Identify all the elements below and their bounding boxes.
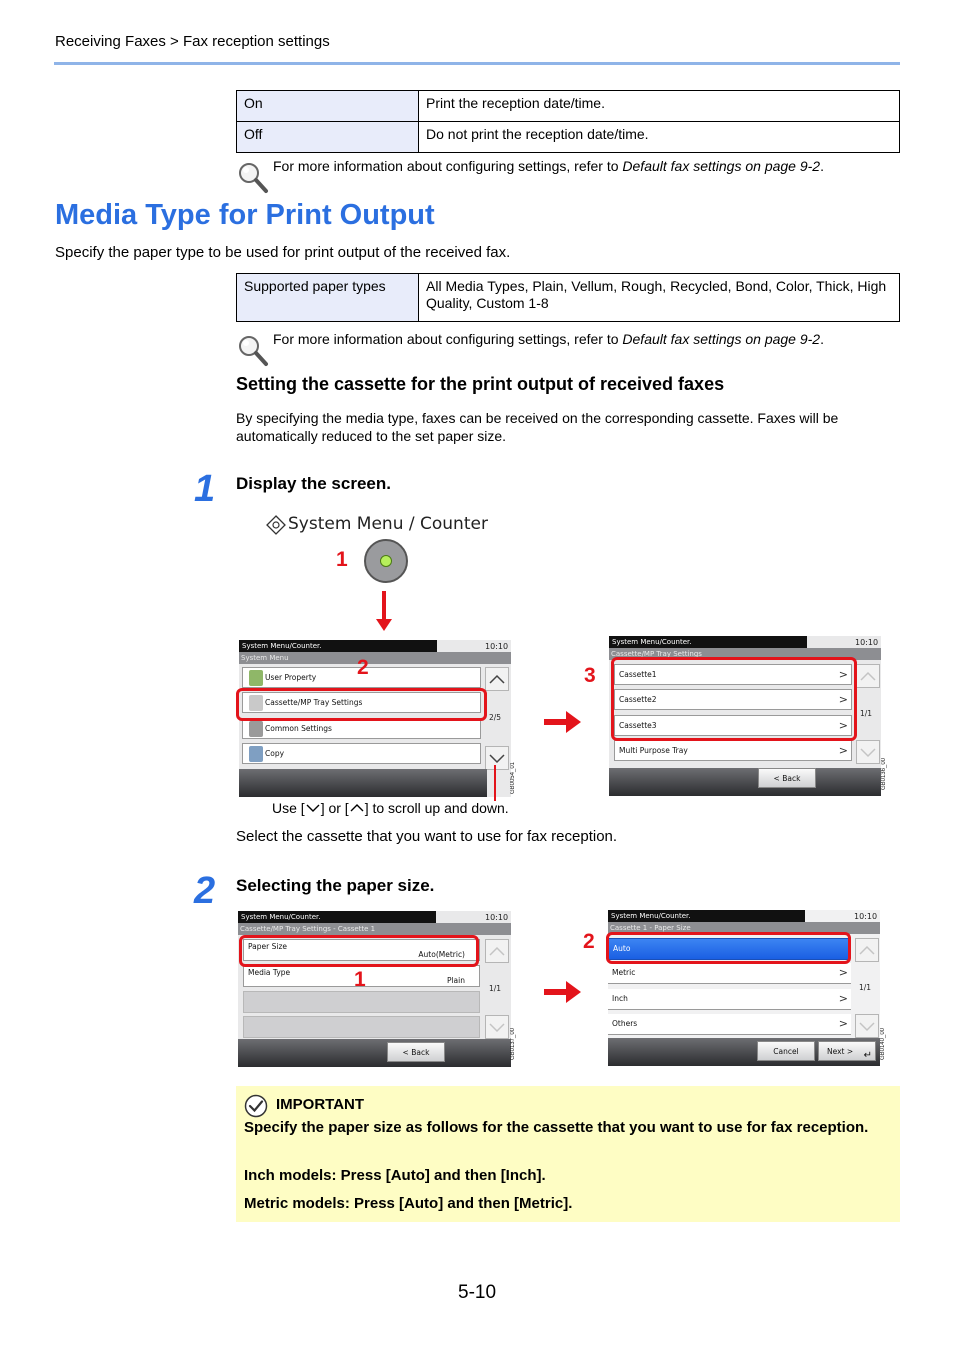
scroll-up-button[interactable] bbox=[856, 664, 880, 688]
list-item-label: Cassette1 bbox=[619, 670, 657, 679]
callout-number: 2 bbox=[583, 930, 595, 953]
note-link[interactable]: Default fax settings on page 9-2 bbox=[622, 158, 821, 174]
metric-option[interactable] bbox=[608, 963, 851, 984]
highlight-frame bbox=[236, 688, 487, 721]
right-arrow-icon bbox=[544, 980, 582, 1004]
table-value: Do not print the reception date/time. bbox=[419, 122, 900, 153]
screen-footer bbox=[239, 769, 487, 797]
list-item-label: Cassette2 bbox=[619, 695, 657, 704]
back-button[interactable]: < Back bbox=[387, 1042, 445, 1062]
step-instruction: Select the cassette that you want to use for fax reception. bbox=[236, 828, 618, 845]
system-menu-key-icon bbox=[266, 515, 286, 535]
chevron-down-icon bbox=[488, 1021, 506, 1033]
scroll-up-button[interactable] bbox=[485, 939, 509, 963]
right-arrow-icon bbox=[544, 710, 582, 734]
paper-types-table bbox=[236, 273, 900, 322]
note-suffix: . bbox=[820, 158, 824, 174]
chevron-up-icon bbox=[858, 944, 876, 956]
table-key: Supported paper types bbox=[237, 274, 419, 322]
page-number: 5-10 bbox=[458, 1282, 497, 1303]
status-led-icon bbox=[380, 555, 392, 567]
screen-time: 10:10 bbox=[854, 912, 878, 921]
list-item-label: Cassette3 bbox=[619, 721, 657, 730]
next-button-label: Next > bbox=[827, 1047, 854, 1056]
step-number: 2 bbox=[194, 870, 216, 912]
reference-note bbox=[273, 158, 824, 174]
screen-time: 10:10 bbox=[855, 638, 879, 647]
chevron-up-icon bbox=[349, 803, 365, 813]
system-menu-key-label: System Menu / Counter bbox=[288, 514, 488, 534]
chevron-up-icon bbox=[488, 673, 506, 685]
others-option[interactable] bbox=[608, 1014, 851, 1035]
down-arrow-icon bbox=[374, 591, 394, 633]
chevron-right-icon: > bbox=[838, 744, 848, 757]
table-key: On bbox=[237, 91, 419, 122]
chevron-down-icon bbox=[305, 803, 321, 813]
subsection-title: Setting the cassette for the print output of received faxes bbox=[236, 374, 725, 394]
screen-subheader: Cassette/MP Tray Settings bbox=[609, 648, 881, 660]
menu-item-label: Cassette/MP Tray Settings bbox=[265, 698, 363, 707]
table-row bbox=[237, 91, 900, 122]
list-item-label: Others bbox=[612, 1019, 638, 1028]
scroll-down-button[interactable] bbox=[856, 740, 880, 764]
scroll-up-button[interactable] bbox=[485, 667, 509, 691]
table-key: Off bbox=[237, 122, 419, 153]
step-title: Selecting the paper size. bbox=[236, 876, 435, 895]
header-rule bbox=[54, 62, 900, 65]
menu-item-label: Common Settings bbox=[265, 724, 332, 733]
list-item-label: Multi Purpose Tray bbox=[619, 746, 688, 755]
callout-number: 2 bbox=[357, 656, 369, 679]
magnifier-icon bbox=[236, 333, 270, 367]
scroll-note bbox=[272, 800, 509, 816]
chevron-right-icon: > bbox=[838, 1017, 848, 1030]
screen-header: System Menu/Counter. bbox=[609, 636, 807, 648]
menu-item-common-settings[interactable] bbox=[242, 718, 481, 739]
chevron-right-icon: > bbox=[838, 668, 848, 681]
important-text: Specify the paper size as follows for the cassette that you want to use for fax reception. bbox=[244, 1119, 869, 1136]
screen-subheader: Cassette/MP Tray Settings - Cassette 1 bbox=[238, 923, 511, 935]
menu-item-label: User Property bbox=[265, 673, 317, 682]
empty-row bbox=[243, 991, 480, 1013]
empty-row bbox=[243, 1016, 480, 1038]
scroll-down-button[interactable] bbox=[855, 1014, 879, 1038]
note-prefix: For more information about configuring settings, refer to bbox=[273, 158, 623, 174]
screen-header: System Menu/Counter. bbox=[238, 911, 436, 923]
list-item-label: Metric bbox=[612, 968, 636, 977]
important-title: IMPORTANT bbox=[276, 1096, 365, 1113]
screen-subheader: System Menu bbox=[239, 652, 511, 664]
important-inch: Inch models: Press [Auto] and then [Inch]. bbox=[244, 1167, 546, 1184]
reference-note bbox=[273, 331, 824, 347]
pointer-line bbox=[494, 765, 496, 801]
table-value: Print the reception date/time. bbox=[419, 91, 900, 122]
section-title: Media Type for Print Output bbox=[55, 199, 435, 231]
date-time-table bbox=[236, 90, 900, 153]
list-item-label: Inch bbox=[612, 994, 628, 1003]
screen-time: 10:10 bbox=[485, 913, 509, 922]
screen-footer bbox=[609, 768, 881, 796]
page-indicator: 1/1 bbox=[860, 709, 873, 718]
highlight-frame bbox=[239, 935, 479, 967]
screen-header: System Menu/Counter. bbox=[608, 910, 805, 922]
table-row bbox=[237, 122, 900, 153]
figure-code: GB0140_00 bbox=[880, 1028, 886, 1061]
setting-value: Auto(Metric) bbox=[418, 950, 465, 959]
scroll-note-text: ] to scroll up and down. bbox=[364, 800, 509, 816]
user-icon bbox=[249, 670, 263, 686]
scroll-down-button[interactable] bbox=[485, 1015, 509, 1039]
chevron-right-icon: > bbox=[838, 992, 848, 1005]
section-lead: Specify the paper type to be used for print output of the received fax. bbox=[55, 244, 511, 261]
menu-item-copy[interactable] bbox=[242, 743, 481, 764]
note-link[interactable]: Default fax settings on page 9-2 bbox=[622, 331, 821, 347]
system-menu-button[interactable] bbox=[364, 539, 408, 583]
page-indicator: 1/1 bbox=[859, 983, 872, 992]
inch-option[interactable] bbox=[608, 989, 851, 1010]
page-indicator: 2/5 bbox=[489, 713, 502, 722]
enter-icon: ↵ bbox=[863, 1050, 872, 1061]
table-row bbox=[237, 274, 900, 322]
step-title: Display the screen. bbox=[236, 474, 391, 493]
chevron-up-icon bbox=[488, 945, 506, 957]
callout-number: 1 bbox=[336, 548, 348, 571]
next-button[interactable] bbox=[818, 1041, 876, 1061]
scroll-note-text: Use [ bbox=[272, 800, 305, 816]
checkmark-icon bbox=[244, 1094, 268, 1118]
chevron-up-icon bbox=[859, 670, 877, 682]
settings-icon bbox=[249, 721, 263, 737]
scroll-note-text: ] or [ bbox=[320, 800, 349, 816]
note-prefix: For more information about configuring settings, refer to bbox=[273, 331, 623, 347]
screen-footer bbox=[238, 1039, 511, 1067]
note-suffix: . bbox=[820, 331, 824, 347]
page-indicator: 1/1 bbox=[489, 984, 502, 993]
important-metric: Metric models: Press [Auto] and then [Metric]. bbox=[244, 1195, 573, 1212]
screen-header: System Menu/Counter. bbox=[239, 640, 437, 652]
cancel-button[interactable]: Cancel bbox=[757, 1041, 815, 1061]
scroll-down-button[interactable] bbox=[485, 746, 509, 770]
magnifier-icon bbox=[236, 160, 270, 194]
chevron-right-icon: > bbox=[838, 966, 848, 979]
step-number: 1 bbox=[194, 468, 216, 510]
menu-item-label: Copy bbox=[265, 749, 285, 758]
scroll-up-button[interactable] bbox=[855, 938, 879, 962]
setting-value: Plain bbox=[446, 976, 465, 985]
table-value: All Media Types, Plain, Vellum, Rough, Recycled, Bond, Color, Thick, High Quality, Custom 1-8 bbox=[419, 274, 900, 322]
highlight-frame bbox=[606, 932, 851, 964]
screen-subheader: Cassette 1 - Paper Size bbox=[608, 922, 880, 934]
subsection-text: By specifying the media type, faxes can be received on the corresponding cassette. Faxes will be automatically reduced to the set paper size. bbox=[236, 410, 839, 444]
callout-number: 3 bbox=[584, 664, 596, 687]
highlight-frame bbox=[611, 657, 857, 741]
back-button[interactable]: < Back bbox=[758, 768, 816, 788]
chevron-down-icon bbox=[858, 1020, 876, 1032]
figure-code: GB0054_01 bbox=[510, 762, 516, 795]
chevron-down-icon bbox=[859, 746, 877, 758]
multi-purpose-tray-item[interactable] bbox=[614, 740, 852, 761]
setting-label: Paper Size bbox=[248, 942, 288, 951]
chevron-right-icon: > bbox=[838, 693, 848, 706]
setting-label: Media Type bbox=[248, 968, 291, 977]
figure-code: GB0137_00 bbox=[510, 1028, 516, 1061]
screen-time: 10:10 bbox=[485, 642, 509, 651]
breadcrumb: Receiving Faxes > Fax reception settings bbox=[55, 33, 330, 50]
chevron-right-icon: > bbox=[838, 719, 848, 732]
callout-number: 1 bbox=[354, 968, 366, 991]
figure-code: GB0136_00 bbox=[881, 758, 887, 791]
chevron-down-icon bbox=[488, 752, 506, 764]
list-item-label: Auto bbox=[613, 944, 631, 953]
copy-icon bbox=[249, 746, 263, 762]
